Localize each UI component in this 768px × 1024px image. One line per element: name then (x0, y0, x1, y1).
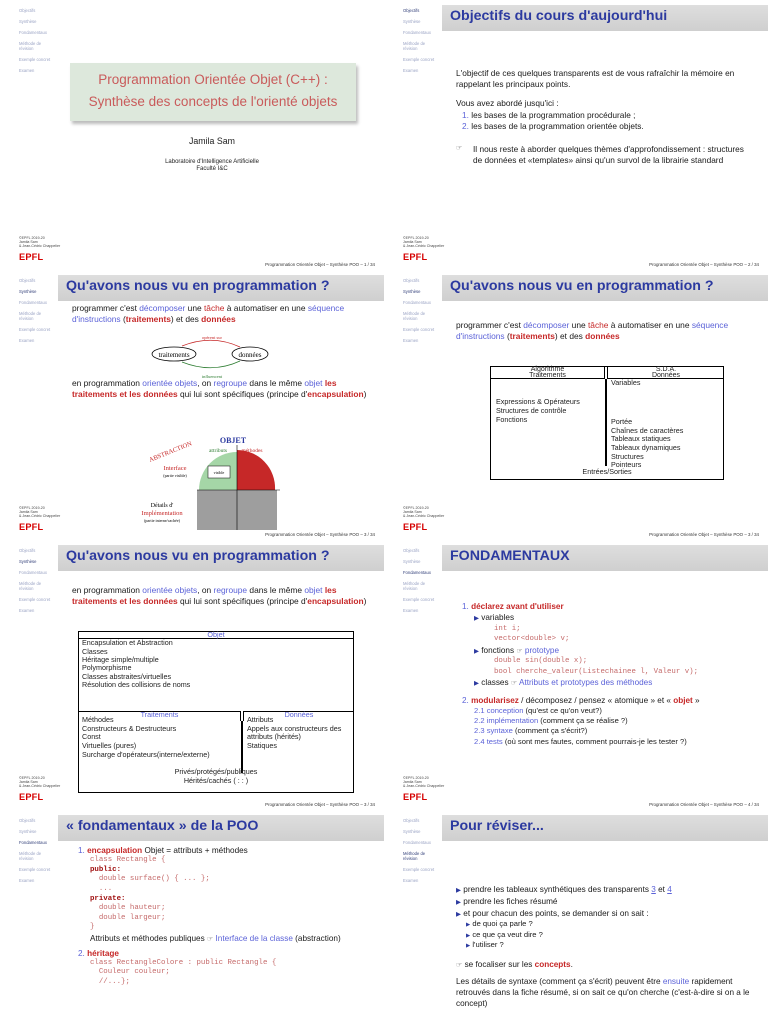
title: Programmation Orientée Objet (C++) : (98, 72, 328, 87)
slide-5 (0, 540, 384, 810)
footer-page: Programmation Orientée Objet – Synthèse POO – 2 / 34 (649, 262, 759, 267)
footer-copyright: ©EPFL 2019-20 Jamila Sam & Jean-Cédric Chappelier (403, 776, 445, 789)
footer-copyright: ©EPFL 2019-20 Jamila Sam & Jean-Cédric Chappelier (19, 236, 61, 249)
details-label: Détails d' (150, 503, 174, 509)
nav-item[interactable]: Fondamentaux (19, 300, 47, 306)
nav-item[interactable]: Synthèse (19, 289, 37, 295)
nav-item[interactable]: Examen (403, 608, 419, 614)
nav-item[interactable]: Méthode de révision (19, 41, 42, 52)
nav-item[interactable]: Méthode de révision (19, 581, 42, 592)
nav-item[interactable]: Exemple concret (403, 57, 435, 63)
nav-item[interactable]: Fondamentaux (403, 300, 431, 306)
nav-item[interactable]: Examen (403, 68, 419, 74)
nav-item[interactable]: Objectifs (19, 548, 36, 553)
nav-item[interactable]: Méthode de révision (403, 311, 426, 322)
nav-item[interactable]: Examen (19, 878, 35, 884)
nav-item[interactable]: Synthèse (403, 19, 421, 25)
diagram-right: données (238, 351, 262, 359)
nav-item[interactable]: Méthode de révision (403, 851, 426, 862)
slide-2 (384, 0, 768, 270)
nav-item[interactable]: Fondamentaux (403, 570, 431, 576)
triangle-bullet-icon: ▶ (466, 922, 471, 929)
nav-item[interactable]: Exemple concret (19, 867, 51, 873)
epfl-logo: EPFL (403, 522, 428, 532)
nav-item[interactable]: Exemple concret (19, 597, 51, 603)
nav-item[interactable]: Examen (403, 878, 419, 884)
lab: Laboratoire d'Intelligence Artificielle (165, 159, 259, 165)
slide-title: Objectifs du cours d'aujourd'hui (450, 8, 668, 24)
slide-title-bar (442, 545, 768, 571)
triangle-bullet-icon: ▶ (456, 910, 461, 918)
triangle-bullet-icon: ▶ (466, 932, 471, 939)
epfl-logo: EPFL (403, 792, 428, 802)
nav-item[interactable]: Exemple concret (19, 57, 51, 63)
slide-title-bar (58, 545, 384, 571)
slide-body: 1. encapsulation Objet = attributs + méthodes class Rectangle { public: double surface() { ... }; ... private: double hauteur; double largeur; } Attributs et méthodes publiques ☞ Interface de la classe (abstraction) 2. héritage class RectangleColore : public Rectangle { Couleur couleur; //...}; (78, 846, 341, 986)
triangle-bullet-icon: ▶ (456, 898, 461, 906)
nav-item[interactable]: Fondamentaux (19, 840, 47, 846)
footer-copyright: ©EPFL 2019-20 Jamila Sam & Jean-Cédric Chappelier (403, 236, 445, 249)
slide-title-bar (58, 815, 384, 841)
slide-title-bar (442, 815, 768, 841)
hand-pointing-icon: ☞ (456, 961, 463, 969)
hand-pointing-icon: ☞ (456, 144, 463, 152)
link-slide-3[interactable]: 3 (651, 885, 656, 894)
nav-item[interactable]: Synthèse (403, 559, 421, 565)
slide-title: Pour réviser... (450, 818, 544, 834)
subtitle: Synthèse des concepts de l'orienté objets (88, 93, 338, 109)
nav-item[interactable]: Fondamentaux (403, 30, 431, 36)
nav-menu (0, 818, 56, 890)
epfl-logo: EPFL (403, 252, 428, 262)
footer-page: Programmation Orientée Objet – Synthèse POO – 3 / 34 (649, 532, 759, 537)
nav-item[interactable]: Objectifs (403, 548, 420, 553)
slide-body: programmer c'est décomposer une tâche à automatiser en une séquence d'instructions (traitements) et des données (72, 303, 345, 325)
nav-item[interactable]: Exemple concret (403, 867, 435, 873)
hand-pointing-icon: ☞ (510, 680, 518, 688)
nav-item[interactable]: Fondamentaux (19, 30, 47, 36)
footer-page: Programmation Orientée Objet – Synthèse POO – 4 / 34 (649, 802, 759, 807)
objet-table: Objet Encapsulation et Abstraction Classes Héritage simple/multiple Polymorphisme Classes abstraites/virtuelles Résolution des collisions de noms Traitements Données Méthodes Constructeurs & Destructeurs Const Virtuelles (pures) Surcharge d'opérateurs(interne/externe) Attributs Appels aux constructeurs des attributs (hérités) Statiques Privés/protégés/publiques Hérités/cachés ( : : ) (78, 631, 354, 793)
nav-item[interactable]: Fondamentaux (403, 840, 431, 846)
nav-item[interactable]: Méthode de révision (19, 311, 42, 322)
slide-8 (384, 810, 768, 1024)
attributs-label: attributs (208, 448, 228, 454)
slide-title-bar (442, 275, 768, 301)
nav-item[interactable]: Examen (403, 338, 419, 344)
nav-menu (0, 8, 56, 80)
slide-6 (384, 540, 768, 810)
nav-item[interactable]: Synthèse (403, 289, 421, 295)
nav-menu (384, 818, 440, 890)
link-slide-4[interactable]: 4 (667, 885, 672, 894)
implementation-label: Implémentation (141, 510, 183, 517)
slide-7 (0, 810, 384, 1024)
footer-copyright: ©EPFL 2019-20 Jamila Sam & Jean-Cédric Chappelier (19, 506, 61, 519)
footer-page: Programmation Orientée Objet – Synthèse POO – 1 / 34 (265, 262, 375, 267)
nav-menu (384, 548, 440, 620)
slide-1 (0, 0, 384, 270)
diagram-top: opèrent sur (201, 335, 223, 340)
sda-table: Algorithme Traitements S.D.A. Données Expressions & Opérateurs Structures de contrôle Fonctions Variables Portée Chaînes de caractères Tableaux statiques Tableaux dynamiques Structures Pointeurs Entrées/Sorties (490, 366, 724, 480)
nav-item[interactable]: Méthode de révision (19, 851, 42, 862)
slide-title: Qu'avons nous vu en programmation ? (450, 278, 714, 294)
triangle-bullet-icon: ▶ (456, 887, 461, 894)
nav-item[interactable]: Fondamentaux (19, 570, 47, 576)
triangle-bullet-icon: ▶ (474, 615, 479, 623)
hand-pointing-icon: ☞ (206, 936, 214, 944)
footer-copyright: ©EPFL 2019-20 Jamila Sam & Jean-Cédric Chappelier (19, 776, 61, 789)
hand-pointing-icon: ☞ (516, 647, 523, 655)
slide-title: FONDAMENTAUX (450, 548, 570, 564)
footer-page: Programmation Orientée Objet – Synthèse POO – 3 / 34 (265, 802, 375, 807)
interface-label: Interface (163, 465, 187, 472)
nav-item[interactable]: Synthèse (19, 829, 37, 835)
slide-body-2: en programmation orientée objets, on regroupe dans le même objet les traitements et les données qui lui sont spécifiques (principe d'encapsulation) (72, 378, 367, 400)
nav-item[interactable]: Objectifs (19, 818, 36, 823)
visible-label: visible (213, 470, 225, 475)
nav-item[interactable]: Exemple concret (19, 327, 51, 333)
nav-item[interactable]: Objectifs (403, 278, 420, 283)
nav-item[interactable]: Objectifs (19, 8, 36, 13)
nav-item[interactable]: Examen (19, 68, 35, 74)
object-diagram (0, 430, 384, 540)
epfl-logo: EPFL (19, 252, 44, 262)
nav-item[interactable]: Objectifs (403, 8, 420, 13)
nav-item[interactable]: Synthèse (19, 559, 37, 565)
nav-item[interactable]: Synthèse (19, 19, 37, 25)
nav-item[interactable]: Exemple concret (403, 597, 435, 603)
slide-body: en programmation orientée objets, on regroupe dans le même objet les traitements et les données qui lui sont spécifiques (principe d'encapsulation) (72, 585, 367, 607)
nav-item[interactable]: Synthèse (403, 829, 421, 835)
footer-page: Programmation Orientée Objet – Synthèse POO – 3 / 34 (265, 532, 375, 537)
triangle-bullet-icon: ▶ (474, 647, 479, 655)
slide-body: L'objectif de ces quelques transparents est de vous rafraîchir la mémoire en rappelant les principaux points. Vous avez abordé jusqu'ici : 1. les bases de la programmation procédurale ; 2. les bases de la programmation orientée objets. ☞ Il nous reste à aborder quelques thèmes d'approfondissement : structures de données et «templates» ainsi qu'un survol de la librairie standard (456, 68, 744, 166)
footer-copyright: ©EPFL 2019-20 Jamila Sam & Jean-Cédric Chappelier (403, 506, 445, 519)
title-box (70, 63, 356, 121)
slide-body: programmer c'est décomposer une tâche à automatiser en une séquence d'instructions (traitements) et des données (456, 320, 729, 342)
slide-body: 1. déclarez avant d'utiliser ▶ variables int i; vector<double> v; ▶ fonctions ☞ prototype double sin(double x); bool cherche_valeur(Listechainee l, Valeur v); ▶ classes ☞ Attributs et prototypes des méthodes 2. modularisez / décomposez / pensez « atomique » et « objet » 2.1 conception (qu'est ce qu'on veut?) 2.2 implémentation (comment ça se réalise ?) 2.3 syntaxe (comment ça s'écrit?) 2.4 tests (où sont mes fautes, comment pourrais-je les tester ?) (462, 602, 700, 746)
slide-title-bar (442, 5, 768, 31)
slide-4 (384, 270, 768, 540)
slide-title: Qu'avons nous vu en programmation ? (66, 278, 330, 294)
triangle-bullet-icon: ▶ (474, 680, 479, 688)
faculty: Faculté I&C (196, 166, 228, 172)
nav-item[interactable]: Exemple concret (403, 327, 435, 333)
nav-menu (384, 278, 440, 350)
nav-item[interactable]: Méthode de révision (403, 41, 426, 52)
slide-3 (0, 270, 384, 540)
epfl-logo: EPFL (19, 792, 44, 802)
interface-sub: (partie visible) (163, 473, 187, 478)
nav-menu (0, 548, 56, 620)
nav-item[interactable]: Examen (19, 608, 35, 614)
triangle-bullet-icon: ▶ (466, 943, 471, 950)
diagram-left: traitements (158, 351, 190, 359)
nav-item[interactable]: Examen (19, 338, 35, 344)
slide-body: ▶ prendre les tableaux synthétiques des transparents 3 et 4 ▶ prendre les fiches résumé ▶ et pour chacun des points, se demander si on sait : ▶ de quoi ça parle ? ▶ ce que ça veut dire ? ▶ l'utiliser ? ☞ se focaliser sur les concepts. Les détails de syntaxe (comment ça s'écrit) peuvent être ensuite rapidement retrouvés dans la fiche résumé, si on sait ce qu'on cherche (c'est-à-dire si on a le concept) (456, 885, 750, 1009)
author: Jamila Sam (189, 136, 235, 146)
implementation-sub: (partie interne/cachée) (144, 518, 180, 523)
slide-title: « fondamentaux » de la POO (66, 818, 259, 834)
slide-title: Qu'avons nous vu en programmation ? (66, 548, 330, 564)
nav-item[interactable]: Méthode de révision (403, 581, 426, 592)
nav-item[interactable]: Objectifs (19, 278, 36, 283)
abstraction-label: ABSTRACTION (148, 440, 193, 464)
methodes-label: méthodes (241, 448, 263, 454)
objet-label: OBJET (219, 436, 247, 445)
nav-menu (384, 8, 440, 80)
slide-title-bar (58, 275, 384, 301)
epfl-logo: EPFL (19, 522, 44, 532)
diagram-bottom: influencent (201, 374, 223, 379)
nav-item[interactable]: Objectifs (403, 818, 420, 823)
